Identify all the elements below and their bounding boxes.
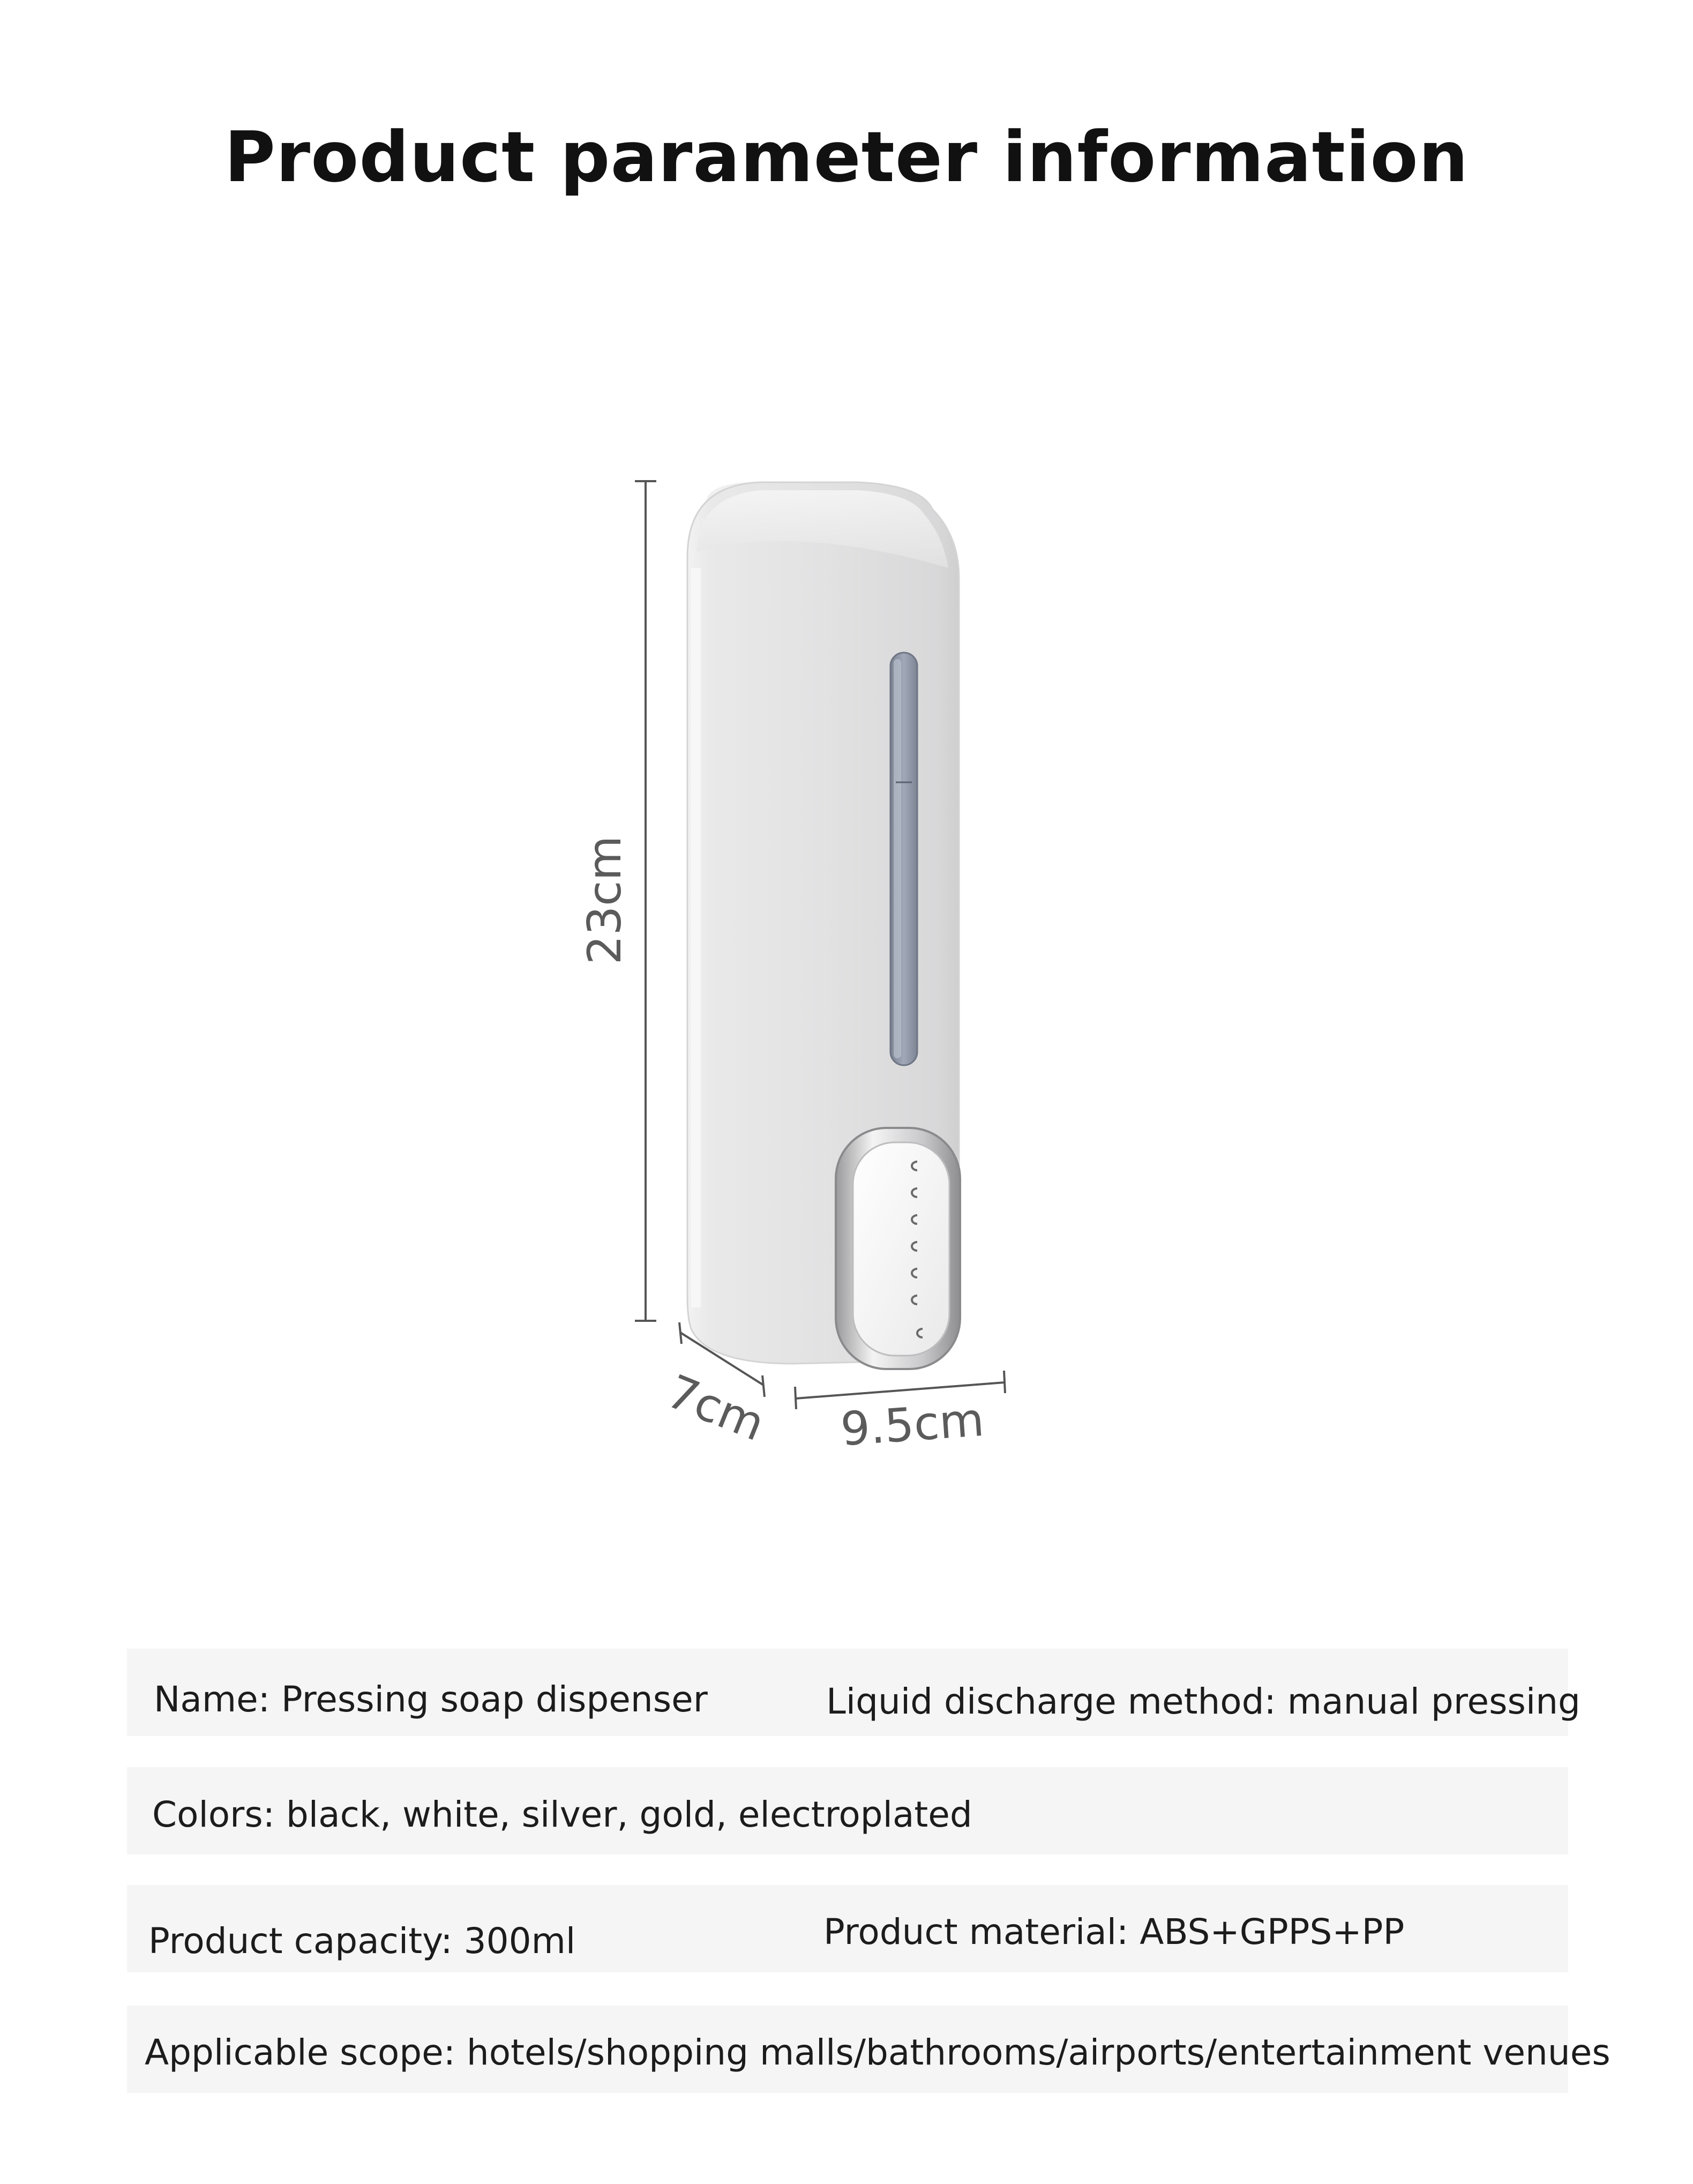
param-row-scope: [127, 2006, 1610, 2093]
param-applicable-scope: Applicable scope: hotels/shopping malls/bathrooms/airports/entertainment venues: [145, 2032, 1610, 2073]
param-material: Product material: ABS+GPPS+PP: [823, 1911, 1405, 1953]
width-label: 9.5cm: [838, 1393, 986, 1457]
height-dimension: [635, 481, 656, 1321]
depth-dimension: [679, 1322, 765, 1397]
press-button-frame: [836, 1128, 960, 1369]
param-capacity: Product capacity: 300ml: [148, 1920, 576, 1962]
param-discharge-method: Liquid discharge method: manual pressing: [826, 1681, 1580, 1722]
button-dots: [912, 1162, 923, 1337]
param-colors: Colors: black, white, silver, gold, electroplated: [152, 1794, 972, 1835]
param-name: Name: Pressing soap dispenser: [154, 1679, 708, 1720]
liquid-level-window-icon: [890, 653, 917, 1065]
height-label: 23cm: [578, 835, 632, 965]
depth-label: 7cm: [660, 1364, 772, 1452]
param-row-colors: [127, 1767, 1568, 1854]
param-row-capacity-material: [127, 1885, 1568, 1972]
soap-dispenser: [687, 482, 960, 1369]
width-dimension: [795, 1371, 1005, 1409]
dispenser-body: [687, 482, 959, 1364]
press-button-icon[interactable]: [853, 1142, 949, 1356]
param-row-name-discharge: [127, 1649, 1580, 1736]
page-title: Product parameter information: [224, 116, 1469, 198]
